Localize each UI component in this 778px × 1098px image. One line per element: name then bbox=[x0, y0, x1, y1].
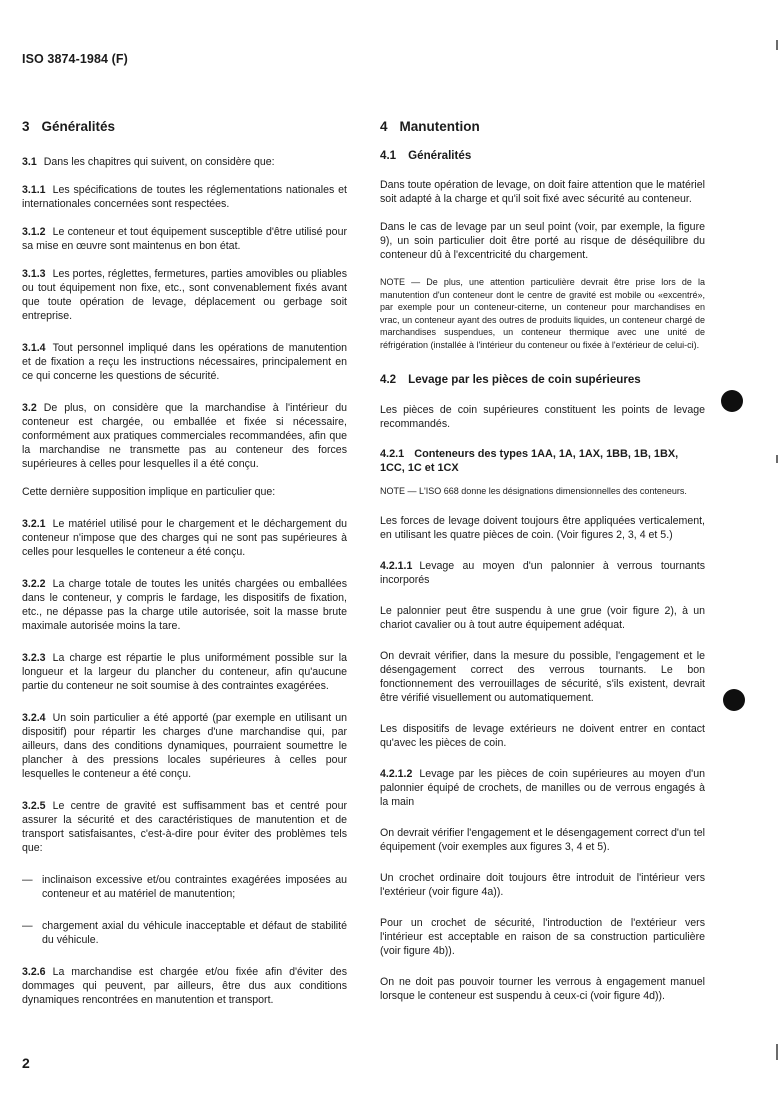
paragraph: Dans le cas de levage par un seul point (voir, par exemple, la figure 9), un soin particulier doit être porté au risque de déséquilibre du conteneur dû à l'excentricité du chargement. bbox=[380, 221, 705, 261]
paragraph: On devrait vérifier l'engagement et le désengagement correct d'un tel équipement (voir exemples aux figures 3, 4 et 5). bbox=[380, 827, 705, 854]
paragraph: Les pièces de coin supérieures constituent les points de levage recommandés. bbox=[380, 403, 705, 430]
page-number: 2 bbox=[22, 1055, 30, 1071]
clause-3-2: 3.2 De plus, on considère que la marchandise à l'intérieur du conteneur est chargée, ou emballée et fixée si nécessaire, conformément aux pratiques commerciales recommandées, afin que la marchandise ne transmette pas au conteneur des forces supérieures à celles pour lesquelles il a été conçu. bbox=[22, 402, 347, 470]
subsection-heading-4-1: 4.1 Généralités bbox=[380, 149, 472, 162]
clause-3-2-4: 3.2.4 Un soin particulier a été apporté (par exemple en utilisant un dispositif) pour répartir les charges d'une marchandise qui, par ailleurs, dans des conditions dynamiques, pourraient soumettre le plancher à des pressions locales supérieures à celles pour lesquelles le conteneur a été conçu. bbox=[22, 712, 347, 780]
paragraph: On devrait vérifier, dans la mesure du possible, l'engagement et le désengagement correct des verrous tournants. Le bon fonctionnement des verrouillages de sécurité, s'ils existent, devrait être vérifié visuellement ou automatiquement. bbox=[380, 650, 705, 705]
paragraph: Dans toute opération de levage, on doit faire attention que le matériel soit adapté à la charge et qu'il soit fixé avec sécurité au conteneur. bbox=[380, 179, 705, 205]
list-item: — inclinaison excessive et/ou contraintes exagérées imposées au conteneur et au matériel de manutention; bbox=[22, 874, 347, 900]
dash-marker: — bbox=[22, 920, 33, 932]
clause-4-2-1-2: 4.2.1.2 Levage par les pièces de coin supérieures au moyen d'un palonnier équipé de crochets, de manilles ou de verrous engagés à la main bbox=[380, 768, 705, 809]
clause-3-2-3: 3.2.3 La charge est répartie le plus uniformément possible sur la longueur et la largeur du plancher du conteneur, afin qu'aucune partie du conteneur ne soit soumise à des contraintes exagérées. bbox=[22, 652, 347, 692]
paragraph: Pour un crochet de sécurité, l'introduction de l'extérieur vers l'intérieur est acceptable en raison de sa construction particulière (voir figure 4b)). bbox=[380, 917, 705, 958]
clause-3-2-6: 3.2.6 La marchandise est chargée et/ou fixée afin d'éviter des dommages qui peuvent, par ailleurs, être dus aux conditions dynamiques rencontrées en manutention et transport. bbox=[22, 966, 347, 1006]
note: NOTE — L'ISO 668 donne les désignations dimensionnelles des conteneurs. bbox=[380, 485, 687, 496]
clause-3-1-2: 3.1.2 Le conteneur et tout équipement susceptible d'être utilisé pour sa mise en œuvre sont maintenus en bon état. bbox=[22, 226, 347, 252]
subsection-heading-4-2: 4.2 Levage par les pièces de coin supérieures bbox=[380, 372, 641, 386]
section-heading-4: 4 Manutention bbox=[380, 119, 480, 134]
clause-3-2-intro: Cette dernière supposition implique en particulier que: bbox=[22, 486, 276, 498]
note: NOTE — De plus, une attention particulière devrait être prise lors de la manutention d'un conteneur dont le centre de gravité est mobile ou «excentré», par exemple pour un conteneur-citerne, un conteneur pour marchandises en vrac, un conteneur ayant des outres de produits liquides, un conteneur chargé de marchandises suspendues, un conteneur thermique avec une unité de réfrigération (installée à l'intérieur du conteneur ou fixée à l'extérieur de celui-ci). bbox=[380, 277, 705, 350]
paragraph: Les forces de levage doivent toujours être appliquées verticalement, en utilisant les quatre pièces de coin. (Voir figures 2, 3, 4 et 5.) bbox=[380, 515, 705, 542]
punch-hole-mark bbox=[721, 390, 743, 412]
list-item: — chargement axial du véhicule inacceptable et défaut de stabilité du véhicule. bbox=[22, 920, 347, 946]
right-column bbox=[380, 118, 705, 1017]
clause-3-1-1: 3.1.1 Les spécifications de toutes les réglementations nationales et internationales concernées sont respectées. bbox=[22, 184, 347, 210]
left-column bbox=[22, 118, 347, 1021]
clause-3-1-4: 3.1.4 Tout personnel impliqué dans les opérations de manutention et de fixation a reçu les instructions nécessaires, principalement en ce qui concerne les questions de sécurité. bbox=[22, 342, 347, 382]
dash-marker: — bbox=[22, 874, 33, 886]
punch-hole-mark bbox=[723, 689, 745, 711]
paragraph: Un crochet ordinaire doit toujours être introduit de l'intérieur vers l'extérieur (voir figure 4a)). bbox=[380, 872, 705, 899]
paragraph: On ne doit pas pouvoir tourner les verrous à engagement manuel lorsque le conteneur est suspendu à ceux-ci (voir figure 4d)). bbox=[380, 976, 705, 1003]
clause-3-2-2: 3.2.2 La charge totale de toutes les unités chargées ou emballées dans le conteneur, y compris le fardage, les dispositifs de fixation, etc., ne dépasse pas la charge utile autorisée, soit la masse brute maximale autorisée moins la tare. bbox=[22, 578, 347, 632]
clause-3-2-5: 3.2.5 Le centre de gravité est suffisamment bas et centré pour assurer la sécurité et des caractéristiques de manutention et de transport satisfaisantes, c'est-à-dire pour éviter des problèmes tels que: bbox=[22, 800, 347, 854]
section-heading-3: 3 Généralités bbox=[22, 119, 116, 134]
subsection-heading-4-2-1: 4.2.1 Conteneurs des types 1AA, 1A, 1AX, 1BB, 1B, 1BX, 1CC, 1C et 1CX bbox=[380, 447, 679, 474]
clause-4-2-1-1: 4.2.1.1 Levage au moyen d'un palonnier à verrous tournants incorporés bbox=[380, 560, 705, 587]
paragraph: Le palonnier peut être suspendu à une grue (voir figure 2), à un chariot cavalier ou à tout autre équipement adéquat. bbox=[380, 605, 705, 632]
document-header: ISO 3874-1984 (F) bbox=[22, 52, 128, 66]
clause-3-2-1: 3.2.1 Le matériel utilisé pour le chargement et le déchargement du conteneur n'impose que des charges qui ne sont pas supérieures à celles pour lesquelles le conteneur a été conçu. bbox=[22, 518, 347, 558]
paragraph: Les dispositifs de levage extérieurs ne doivent entrer en contact qu'avec les pièces de coin. bbox=[380, 723, 705, 750]
clause-3-1-3: 3.1.3 Les portes, réglettes, fermetures, parties amovibles ou pliables ou tout équipement non fixe, etc., sont convenablement fixés avant que toute opération de levage, déplacement ou gerbage soit entreprise. bbox=[22, 268, 347, 322]
clause-3-1: 3.1 Dans les chapitres qui suivent, on considère que: bbox=[22, 156, 275, 168]
